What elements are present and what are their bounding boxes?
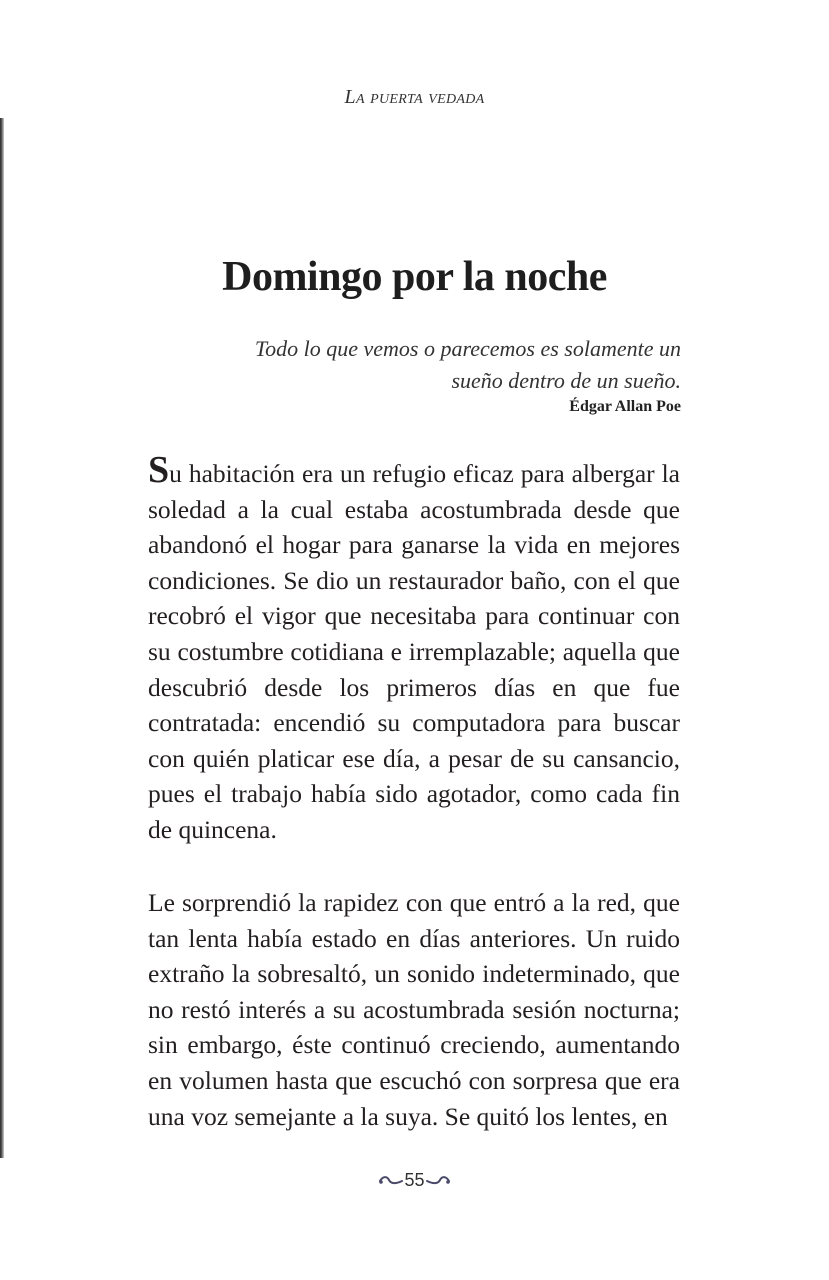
- paragraph-2: [148, 885, 680, 1134]
- page-folio: [0, 1170, 829, 1191]
- paragraph-2-text: Le sorprendió la rapidez con que entró a la red, que tan lenta había estado en días anteriores. Un ruido extraño la sobresaltó, un sonido indeterminado, que no restó interés a su acostumbrada sesión nocturna; sin embargo, éste continuó creciendo, aumentando en volumen hasta que escuchó con sorpresa que era una voz semejante a la suya. Se quitó los lentes, en: [148, 888, 680, 1131]
- page-number: 55: [404, 1170, 425, 1190]
- epigraph-quote: [221, 333, 681, 397]
- drop-cap: S: [148, 449, 170, 491]
- running-head: La puerta vedada: [344, 86, 485, 108]
- left-ornament-icon: [378, 1175, 404, 1187]
- right-ornament-icon: [425, 1175, 451, 1187]
- epigraph-author: Édgar Allan Poe: [569, 398, 681, 415]
- paragraph-1-text: u habitación era un refugio eficaz para albergar la soledad a la cual estaba acostumbrada desde que abandonó el hogar para ganarse la vida en mejores condiciones. Se dio un restaurador baño, con el que recobró el vigor que necesitaba para continuar con su costumbre cotidiana e irremplazable; aquella que descubrió desde los primeros días en que fue contratada: encendió su computadora para buscar con quién platicar ese día, a pesar de su cansancio, pues el trabajo había sido agotador, como cada fin de quincena.: [148, 459, 680, 844]
- paragraph-1: [148, 449, 680, 848]
- chapter-title: Domingo por la noche: [222, 254, 607, 300]
- epigraph-line-2: sueño dentro de un sueño.: [451, 368, 681, 393]
- epigraph-line-1: Todo lo que vemos o parecemos es solamente un: [254, 336, 681, 361]
